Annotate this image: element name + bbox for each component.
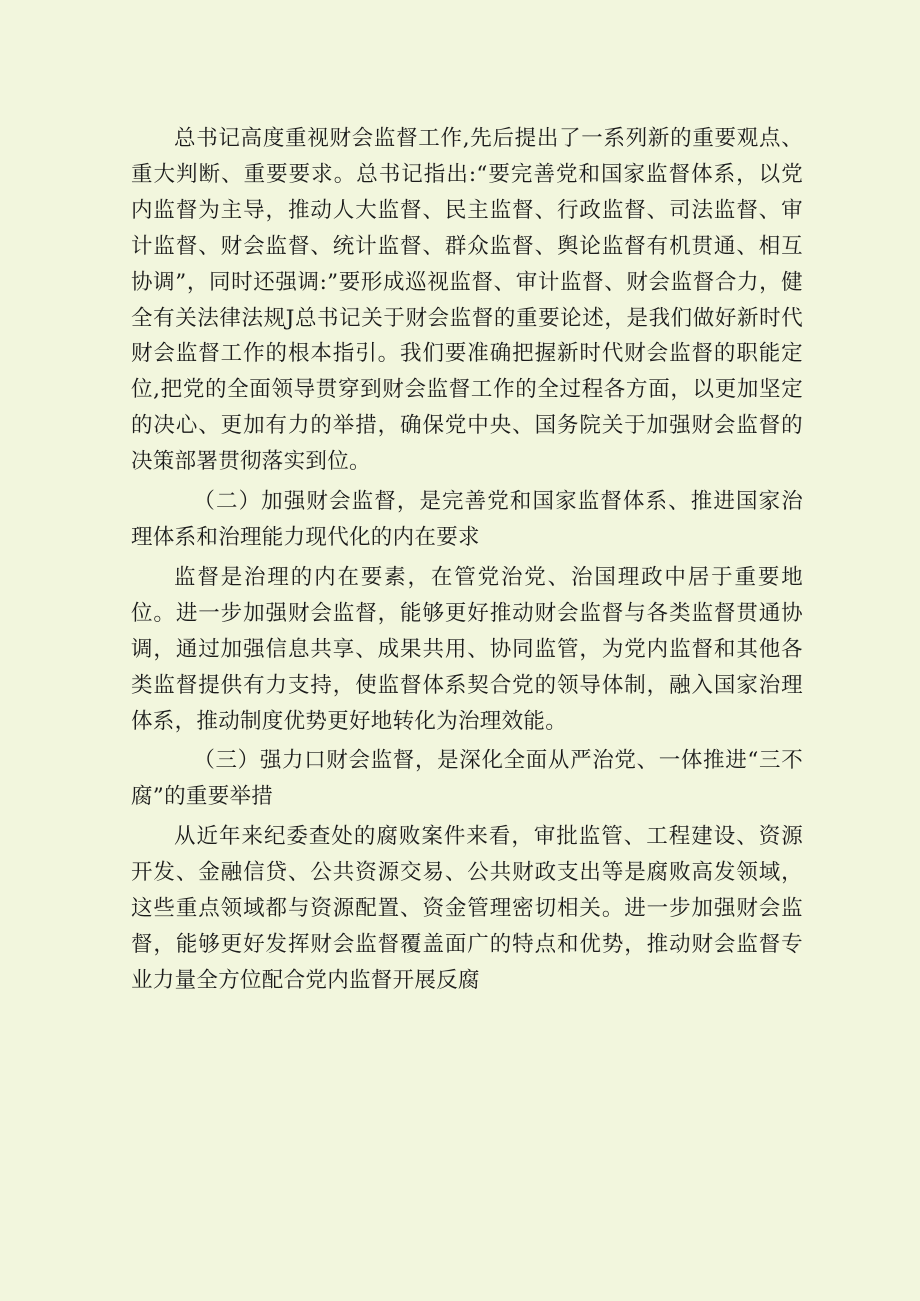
document-page — [131, 121, 803, 999]
section-heading: （三）强力口财会监督，是深化全面从严治党、一体推进“三不腐”的重要举措 — [131, 748, 803, 810]
body-paragraph: 监督是治理的内在要素，在管党治党、治国理政中居于重要地位。进一步加强财会监督，能够更好推动财会监督与各类监督贯通协调，通过加强信息共享、成果共用、协同监管，为党内监督和其他各类监督提供有力支持，使监督体系契合党的领导体制，融入国家治理体系，推动制度优势更好地转化为治理效能。 — [131, 564, 803, 734]
body-paragraph: 总书记高度重视财会监督工作,先后提出了一系列新的重要观点、重大判断、重要要求。总书记指出:“要完善党和国家监督体系，以党内监督为主导，推动人大监督、民主监督、行政监督、司法监督、审计监督、财会监督、统计监督、群众监督、舆论监督有机贯通、相互协调”，同时还强调:”要形成巡视监督、审计监督、财会监督合力，健全有关法律法规J总书记关于财会监督的重要论述，是我们做好新时代财会监督工作的根本指引。我们要准确把握新时代财会监督的职能定位,把党的全面领导贯穿到财会监督工作的全过程各方面，以更加坚定的决心、更加有力的举措，确保党中央、国务院关于加强财会监督的决策部署贯彻落实到位。 — [131, 126, 803, 475]
body-paragraph: 从近年来纪委查处的腐败案件来看，审批监管、工程建设、资源开发、金融信贷、公共资源交易、公共财政支出等是腐败高发领域，这些重点领域都与资源配置、资金管理密切相关。进一步加强财会监督，能够更好发挥财会监督覆盖面广的特点和优势，推动财会监督专业力量全方位配合党内监督开展反腐 — [131, 824, 803, 993]
section-heading: （二）加强财会监督，是完善党和国家监督体系、推进国家治理体系和治理能力现代化的内在要求 — [131, 489, 803, 550]
